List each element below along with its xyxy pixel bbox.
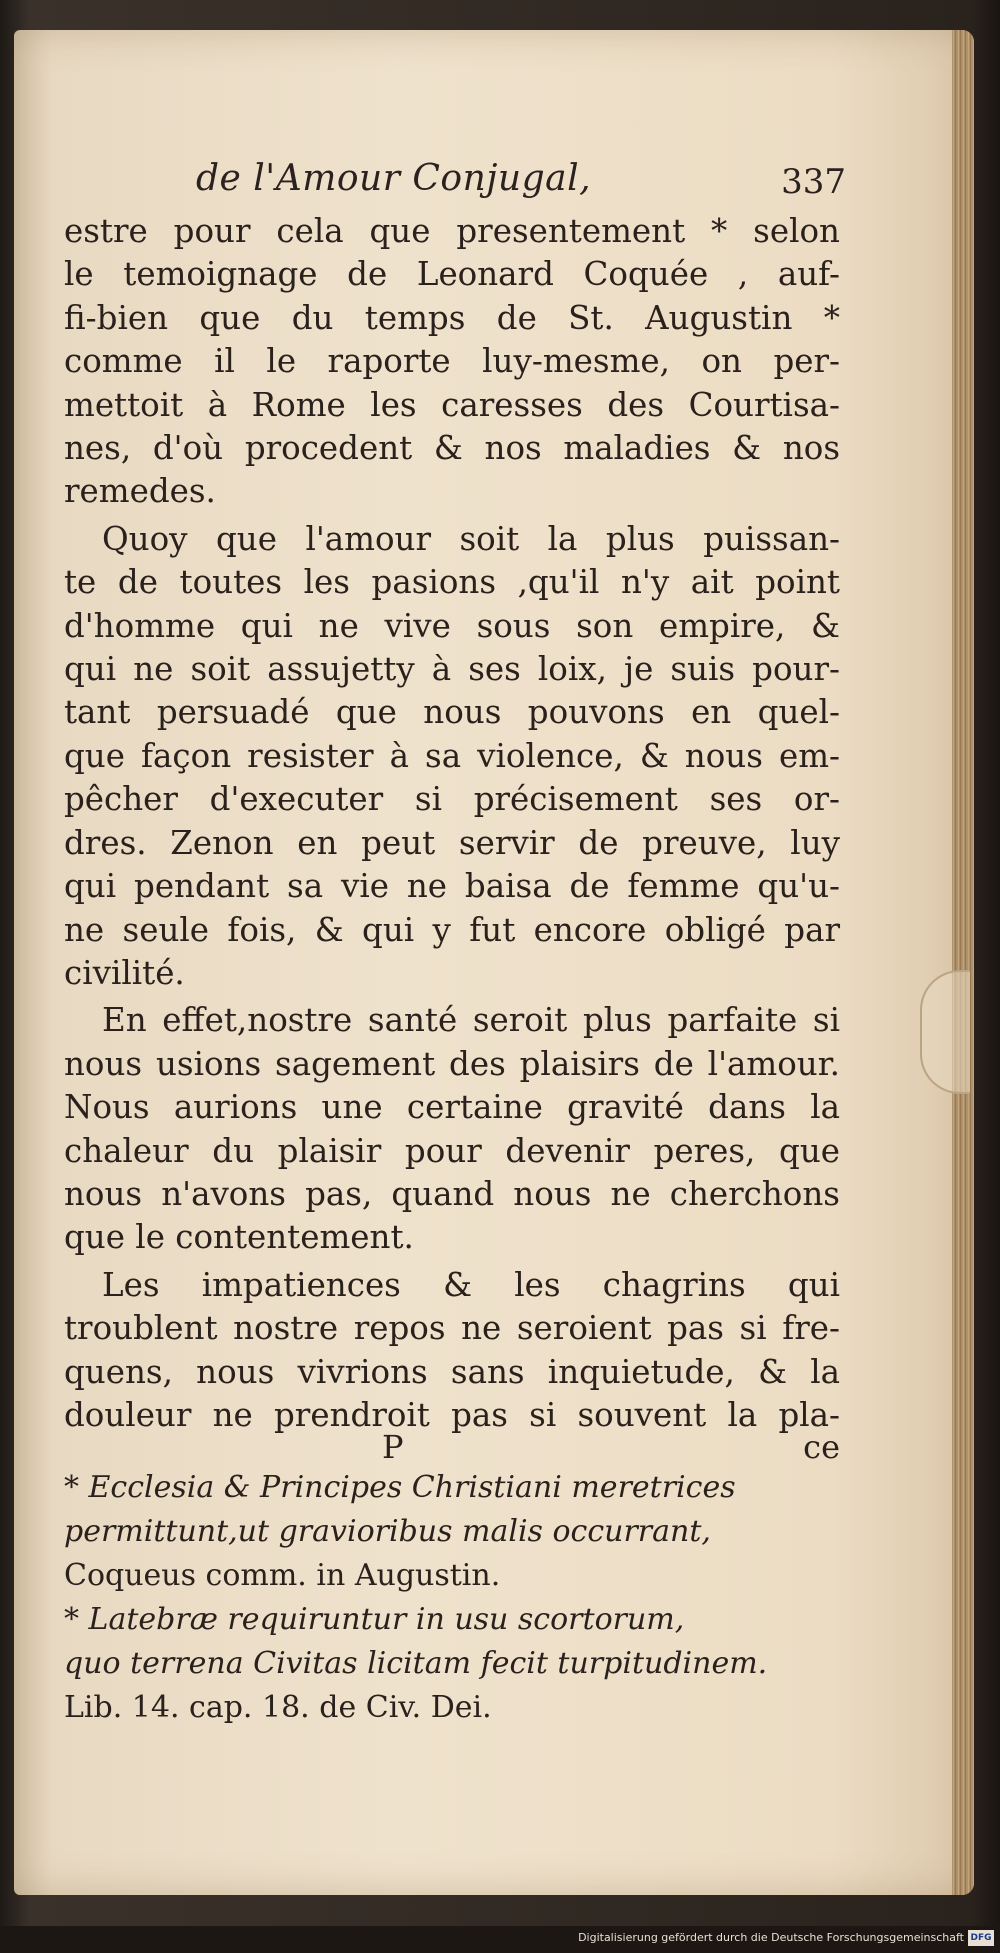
text-line: remedes. xyxy=(64,472,216,511)
text-line: chaleur du plaisir pour devenir peres, que xyxy=(64,1131,840,1170)
text-line: comme il le raporte luy-mesme, on per- xyxy=(64,342,840,381)
text-line: d'homme qui ne vive sous son empire, & xyxy=(64,606,840,645)
paragraph xyxy=(64,999,840,1259)
text-line: nous n'avons pas, quand nous ne cherchons xyxy=(64,1174,840,1213)
text-line: tant persuadé que nous pouvons en quel- xyxy=(64,693,840,732)
text-line: te de toutes les pasions ,qu'il n'y ait point xyxy=(64,563,840,602)
footnote-line: * Ecclesia & Principes Christiani meretrices xyxy=(64,1470,736,1505)
footnote-line: quo terrena Civitas licitam fecit turpitudinem. xyxy=(64,1646,768,1681)
text-line: Nous aurions une certaine gravité dans la xyxy=(64,1088,840,1127)
text-line: nes, d'où procedent & nos maladies & nos xyxy=(64,429,840,468)
text-line: ne seule fois, & qui y fut encore obligé par xyxy=(64,910,840,949)
footnote-line: Lib. 14. cap. 18. de Civ. Dei. xyxy=(64,1690,492,1725)
paragraph xyxy=(64,1264,840,1438)
footnote-line: permittunt,ut gravioribus malis occurrant, xyxy=(64,1514,711,1549)
text-line: quens, nous vivrions sans inquietude, & la xyxy=(64,1352,840,1391)
text-line: pêcher d'executer si précisement ses or- xyxy=(64,780,840,819)
text-line: qui pendant sa vie ne baisa de femme qu'u- xyxy=(64,867,840,906)
text-line: mettoit à Rome les caresses des Courtisa- xyxy=(64,385,840,424)
text-line: estre pour cela que presentement * selon xyxy=(64,212,840,250)
text-line: nous usions sagement des plaisirs de l'amour. xyxy=(64,1044,840,1083)
text-line: douleur ne prendroit pas si souvent la pla- xyxy=(64,1395,840,1434)
text-line: Quoy que l'amour soit la plus puissan- xyxy=(102,519,840,558)
page-number: 337 xyxy=(781,162,846,202)
text-line: que le contentement. xyxy=(64,1218,414,1257)
text-line: dres. Zenon en peut servir de preuve, luy xyxy=(64,823,840,862)
text-line: que façon resister à sa violence, & nous em- xyxy=(64,736,840,775)
paragraph xyxy=(64,210,840,514)
text-line: En effet,nostre santé seroit plus parfaite si xyxy=(102,1001,840,1040)
footnote-line: Coqueus comm. in Augustin. xyxy=(64,1558,501,1593)
body-text xyxy=(64,210,840,1441)
footnotes xyxy=(64,1466,854,1730)
text-line: qui ne soit assujetty à ses loix, je suis pour- xyxy=(64,650,840,689)
digitization-credit: Digitalisierung gefördert durch die Deutsche Forschungsgemeinschaft xyxy=(578,1931,964,1944)
text-line: fi-bien que du temps de St. Augustin * xyxy=(64,298,840,337)
footnote-line: * Latebræ requiruntur in usu scortorum, xyxy=(64,1602,685,1637)
page-header xyxy=(196,158,846,208)
text-line: troublent nostre repos ne seroient pas si fre- xyxy=(64,1309,840,1348)
running-title: de l'Amour Conjugal, xyxy=(196,158,592,199)
text-line: civilité. xyxy=(64,953,185,992)
text-line: le temoignage de Leonard Coquée , auf- xyxy=(64,255,840,294)
catchword: ce xyxy=(803,1428,840,1466)
paragraph xyxy=(64,518,840,995)
page-edge xyxy=(952,30,974,1895)
text-line: Les impatiences & les chagrins qui xyxy=(102,1265,840,1304)
signature-mark: P xyxy=(382,1428,404,1466)
page-clip xyxy=(920,970,970,1094)
dfg-logo: DFG xyxy=(968,1930,994,1946)
